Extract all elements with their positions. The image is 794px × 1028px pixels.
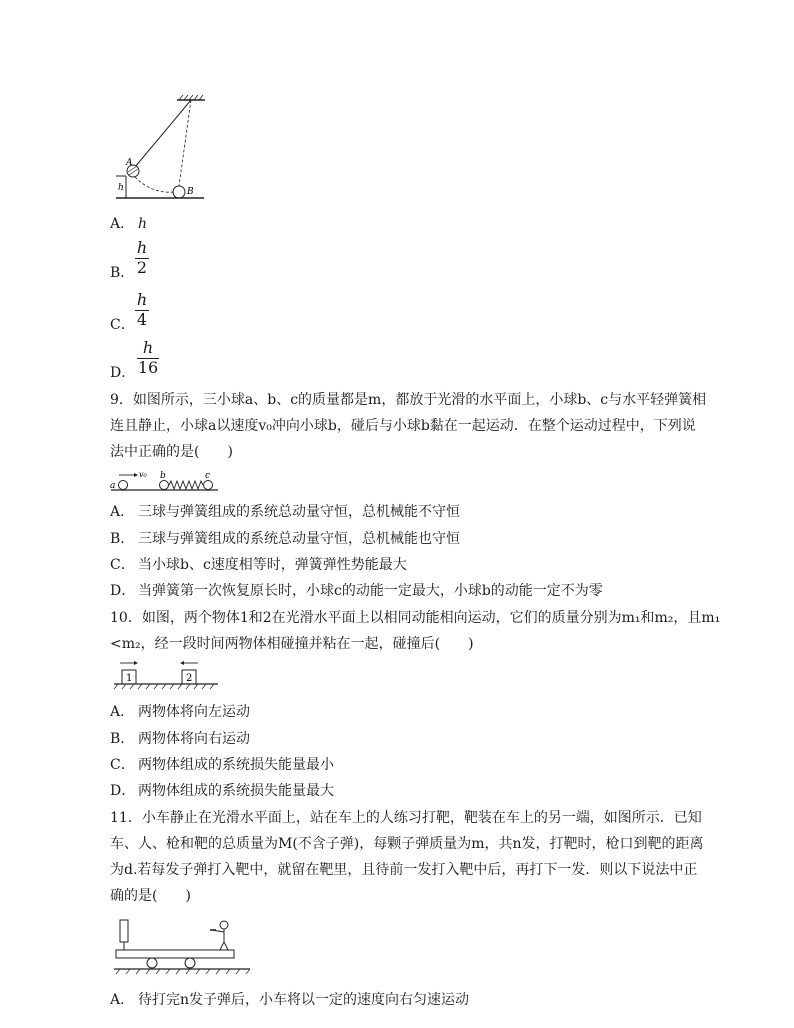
q9-option-c: C． 当小球b、c速度相等时，弹簧弹性势能最大 bbox=[110, 557, 407, 573]
q8-option-d: D． h 16 bbox=[110, 338, 159, 381]
ball-a bbox=[119, 481, 128, 490]
label-b: b bbox=[160, 471, 166, 481]
label-h: h bbox=[118, 183, 124, 193]
two-blocks-figure bbox=[112, 658, 222, 692]
swing-arc bbox=[135, 177, 174, 192]
ball-b bbox=[160, 481, 169, 490]
svg-text:2: 2 bbox=[186, 673, 193, 684]
q9-stem-line-3: 法中正确的是( ) bbox=[110, 444, 233, 460]
floor-hatch bbox=[114, 684, 214, 689]
floor-hatch bbox=[116, 969, 250, 974]
q9-option-d: D． 当弹簧第一次恢复原长时，小球c的动能一定最大，小球b的动能一定不为零 bbox=[110, 583, 603, 599]
wheel-left bbox=[147, 958, 157, 968]
q11-stem-line-1: 11．小车静止在光滑水平面上，站在车上的人练习打靶，靶装在车上的另一端，如图所示．已知 bbox=[110, 810, 702, 826]
q8-option-c: C． h 4 bbox=[110, 290, 148, 333]
q9-stem-line-1: 9．如图所示，三小球a、b、c的质量都是m，都放于光滑的水平面上，小球b、c与水平轻弹簧相 bbox=[110, 392, 707, 408]
label-a: a bbox=[110, 481, 116, 491]
label-c: c bbox=[205, 471, 211, 481]
ball-c bbox=[204, 481, 213, 490]
spring bbox=[169, 481, 203, 489]
label-b: B bbox=[187, 187, 194, 197]
cart-target-figure bbox=[112, 912, 254, 976]
spring-balls-figure bbox=[108, 466, 220, 494]
person-head bbox=[220, 921, 228, 929]
q11-option-a: A． 待打完n发子弹后，小车将以一定的速度向右匀速运动 bbox=[110, 992, 470, 1008]
wheel-right bbox=[185, 958, 195, 968]
q11-stem-line-2: 车、人、枪和靶的总质量为M(不含子弹)，每颗子弹质量为m，共n发，打靶时，枪口到靶的距离 bbox=[110, 836, 704, 852]
pendulum-figure bbox=[112, 92, 212, 204]
q9-option-b: B． 三球与弹簧组成的系统总动量守恒，总机械能也守恒 bbox=[110, 531, 460, 547]
q11-stem-line-3: 为d.若每发子弹打入靶中，就留在靶里，且待前一发打入靶中后，再打下一发．则以下说法中正 bbox=[110, 862, 698, 878]
label-a: A bbox=[126, 158, 133, 168]
label-v0: v₀ bbox=[139, 470, 147, 479]
svg-text:1: 1 bbox=[126, 673, 133, 684]
ball-b bbox=[173, 186, 185, 198]
string-to-a bbox=[135, 100, 191, 167]
q10-option-d: D． 两物体组成的系统损失能量最大 bbox=[110, 783, 334, 799]
q11-stem-line-4: 确的是( ) bbox=[110, 888, 191, 904]
q10-option-a: A． 两物体将向左运动 bbox=[110, 704, 250, 720]
q10-stem-line-2: <m₂，经一段时间两物体相碰撞并粘在一起，碰撞后( ) bbox=[110, 636, 474, 652]
q9-option-a: A． 三球与弹簧组成的系统总动量守恒，总机械能不守恒 bbox=[110, 504, 460, 520]
q10-stem-line-1: 10．如图，两个物体1和2在光滑水平面上以相同动能相向运动，它们的质量分别为m₁和m₂，且m₁ bbox=[110, 610, 721, 626]
q8-option-a: A． h bbox=[110, 216, 148, 232]
q10-option-c: C． 两物体组成的系统损失能量最小 bbox=[110, 757, 334, 773]
q8-option-b: B． h 2 bbox=[110, 238, 148, 281]
cart-body bbox=[116, 950, 234, 958]
target bbox=[120, 920, 128, 942]
q10-option-b: B． 两物体将向右运动 bbox=[110, 731, 250, 747]
q9-stem-line-2: 连且静止，小球a以速度v₀冲向小球b，碰后与小球b黏在一起运动．在整个运动过程中，下列说 bbox=[110, 418, 696, 434]
